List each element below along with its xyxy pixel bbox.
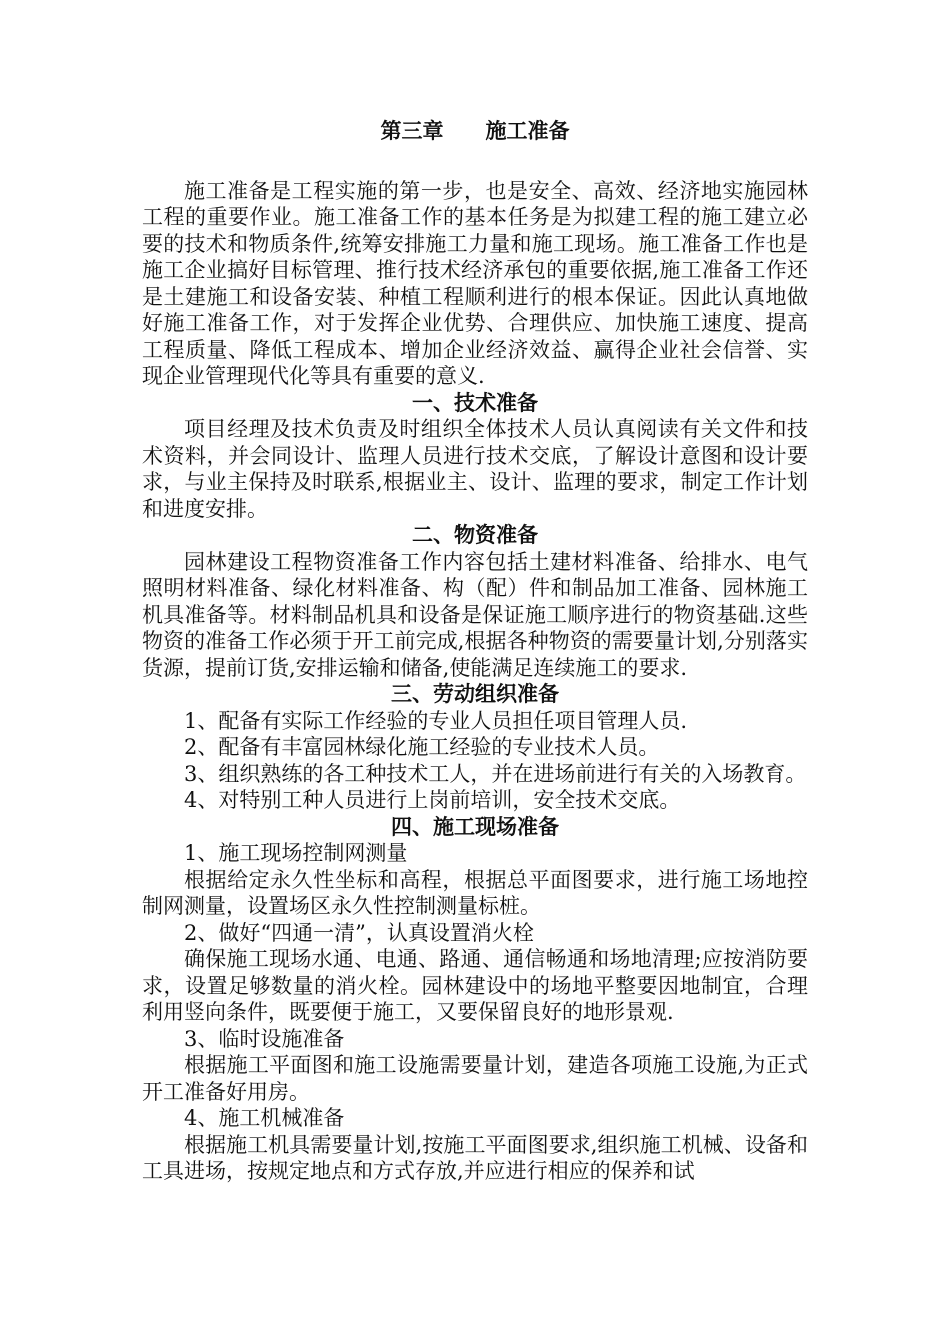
subheading: 2、做好“四通一清”，认真设置消火栓 (184, 920, 534, 945)
section-site (142, 814, 808, 1185)
list-item: 1、配备有实际工作经验的专业人员担任项目管理人员. (184, 708, 688, 733)
section-materials (142, 522, 808, 681)
subheading: 3、临时设施准备 (184, 1026, 345, 1051)
document-body (142, 118, 808, 1185)
section-heading: 四、施工现场准备 (391, 813, 559, 839)
list-item: 2、配备有丰富园林绿化施工经验的专业技术人员。 (184, 735, 660, 759)
section-heading: 一、技术准备 (412, 389, 538, 415)
chapter-title: 第三章 施工准备 (380, 118, 570, 143)
paragraph: 园林建设工程物资准备工作内容包括土建材料准备、给排水、电气照明材料准备、绿化材料准备、构（配）件和制品加工准备、园林施工机具准备等。材料制品机具和设备是保证施工顺序进行的物资基础.这些物资的准备工作必须于开工前完成,根据各种物资的需要量计划,分别落实货源，提前订货,安排运输和储备,使能满足连续施工的要求. (142, 549, 808, 680)
list-item: 4、对特别工种人员进行上岗前培训，安全技术交底。 (184, 788, 681, 812)
paragraph: 根据施工平面图和施工设施需要量计划，建造各项施工设施,为正式开工准备好用房。 (142, 1053, 808, 1104)
paragraph: 项目经理及技术负责及时组织全体技术人员认真阅读有关文件和技术资料，并会同设计、监理人员进行技术交底，了解设计意图和设计要求，与业主保持及时联系,根据业主、设计、监理的要求，制定工作计划和进度安排。 (142, 417, 808, 521)
section-technical (142, 390, 808, 523)
paragraph: 根据给定永久性坐标和高程，根据总平面图要求，进行施工场地控制网测量，设置场区永久性控制测量标桩。 (142, 867, 808, 918)
subheading: 1、施工现场控制网测量 (184, 841, 408, 865)
paragraph: 根据施工机具需要量计划,按施工平面图要求,组织施工机械、设备和工具进场，按规定地点和方式存放,并应进行相应的保养和试 (142, 1132, 808, 1183)
paragraph: 确保施工现场水通、电通、路通、通信畅通和场地清理;应按消防要求，设置足够数量的消火栓。园林建设中的场地平整要因地制宜，合理利用竖向条件，既要便于施工，又要保留良好的地形景观. (142, 947, 808, 1024)
intro-paragraph: 施工准备是工程实施的第一步，也是安全、高效、经济地实施园林工程的重要作业。施工准备工作的基本任务是为拟建工程的施工建立必要的技术和物质条件,统筹安排施工力量和施工现场。施工准备工作也是施工企业搞好目标管理、推行技术经济承包的重要依据,施工准备工作还是土建施工和设备安装、种植工程顺利进行的根本保证。因此认真地做好施工准备工作，对于发挥企业优势、合理供应、加快施工速度、提高工程质量、降低工程成本、增加企业经济效益、赢得企业社会信誉、实现企业管理现代化等具有重要的意义. (142, 178, 808, 388)
list-item: 3、组织熟练的各工种技术工人，并在进场前进行有关的入场教育。 (184, 761, 807, 786)
section-heading: 三、劳动组织准备 (391, 681, 559, 706)
section-labor (142, 681, 808, 814)
subheading: 4、施工机械准备 (184, 1106, 345, 1130)
section-heading: 二、物资准备 (412, 522, 538, 547)
